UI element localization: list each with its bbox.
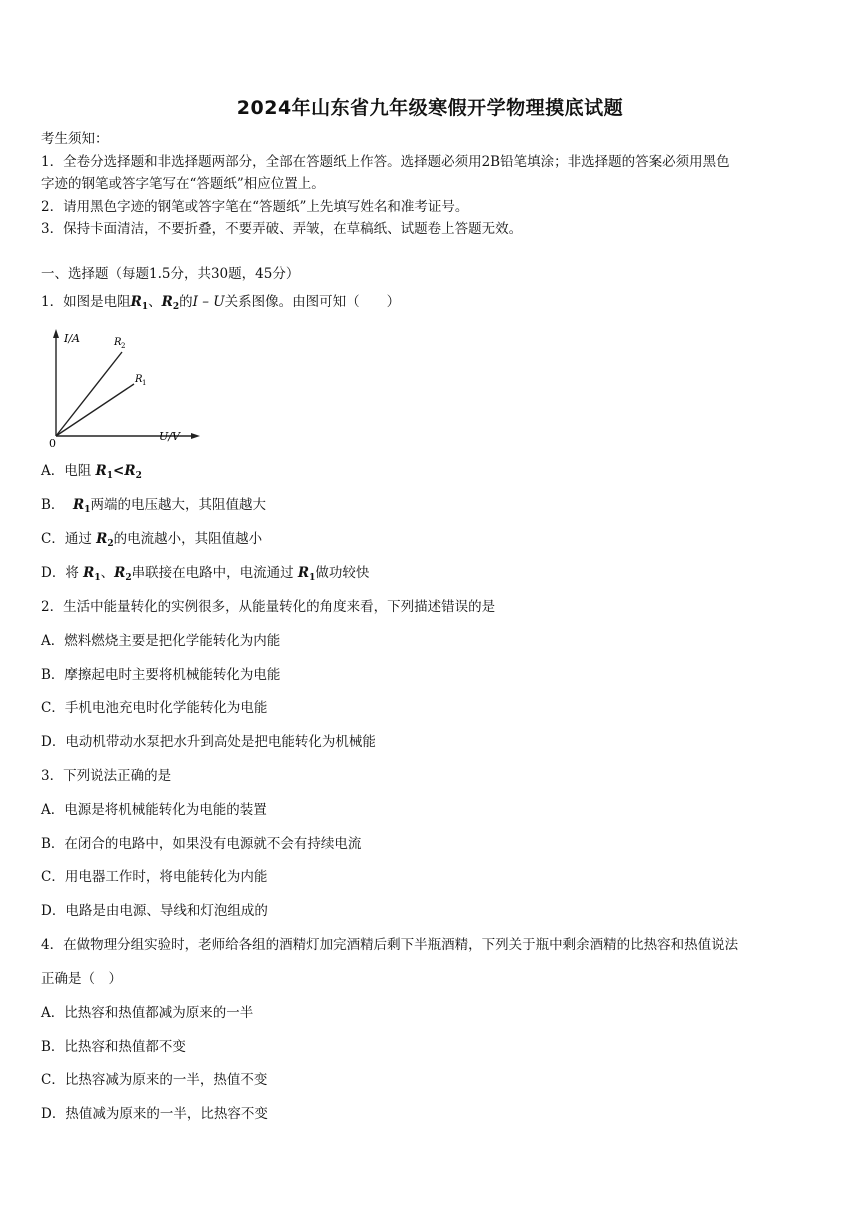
r2-subscript: 2 <box>172 302 180 312</box>
q2-option-c[interactable]: C．手机电池充电时化学能转化为电能 <box>41 700 268 716</box>
q3-option-b[interactable]: B．在闭合的电路中，如果没有电源就不会有持续电流 <box>41 836 362 852</box>
q1-option-d[interactable] <box>41 564 369 587</box>
notice-item-2: 2．请用黑色字迹的钢笔或答字笔在“答题纸”上先填写姓名和准考证号。 <box>41 199 469 215</box>
option-d-r1-again-sub: 1 <box>309 573 316 583</box>
question-4-stem: 4．在做物理分组实验时，老师给各组的酒精灯加完酒精后剩下半瓶酒精，下列关于瓶中剩余酒精的比热容和热值说法 <box>41 937 739 953</box>
question-4-stem-cont: 正确是（ ） <box>41 971 122 987</box>
less-than-symbol: < <box>113 463 125 479</box>
origin-label: 0 <box>49 437 56 448</box>
question-2-stem: 2．生活中能量转化的实例很多，从能量转化的角度来看，下列描述错误的是 <box>41 599 496 615</box>
r1-subscript: 1 <box>141 302 149 312</box>
iu-graph <box>44 326 204 448</box>
y-axis-label: I/A <box>64 332 80 345</box>
notice-item-1: 1．全卷分选择题和非选择题两部分，全部在答题纸上作答。选择题必须用2B铅笔填涂；非选择题的答案必须用黑色 <box>41 154 730 170</box>
r2-line <box>56 352 122 436</box>
option-c-text: 的电流越小，其阻值越小 <box>113 531 263 547</box>
r1-line-label-sub: 1 <box>142 379 147 387</box>
option-b-text: 两端的电压越大，其阻值越大 <box>90 497 267 513</box>
q4-option-d[interactable]: D．热值减为原来的一半，比热容不变 <box>41 1106 268 1122</box>
x-axis-label: U/V <box>159 430 180 443</box>
q1-option-b[interactable] <box>41 496 266 519</box>
r2-line-label-sub: 2 <box>121 342 126 350</box>
option-a-prefix: A．电阻 <box>41 463 96 479</box>
option-d-r1-sub: 1 <box>94 573 101 583</box>
q4-option-c[interactable]: C．比热容减为原来的一半，热值不变 <box>41 1072 268 1088</box>
r2-line-label: R <box>114 337 122 348</box>
option-b-r1-sub: 1 <box>84 505 91 515</box>
r1-line <box>56 384 134 436</box>
y-axis-arrow-icon <box>53 329 59 338</box>
r2-symbol: R <box>161 294 173 310</box>
iu-relation: I – U <box>192 294 225 310</box>
q4-option-a[interactable]: A．比热容和热值都减为原来的一半 <box>41 1005 254 1021</box>
option-c-prefix: C．通过 <box>41 531 97 547</box>
notice-item-1-cont: 字迹的钢笔或答字笔写在“答题纸”相应位置上。 <box>41 176 325 192</box>
option-d-r2: R <box>114 565 126 581</box>
exam-title: 2024年山东省九年级寒假开学物理摸底试题 <box>236 97 624 119</box>
section-heading: 一、选择题（每题1.5分，共30题，45分） <box>41 266 300 282</box>
option-b-prefix: B． <box>41 497 74 513</box>
q2-option-a[interactable]: A．燃料燃烧主要是把化学能转化为内能 <box>41 633 281 649</box>
option-a-r1: R <box>95 463 107 479</box>
option-a-r2-sub: 2 <box>135 471 142 481</box>
option-d-prefix: D．将 <box>41 565 84 581</box>
notice-heading: 考生须知： <box>41 131 109 147</box>
option-d-sep: 、 <box>100 565 115 581</box>
option-a-r1-sub: 1 <box>106 471 114 481</box>
q1-option-a[interactable] <box>41 462 142 485</box>
q3-option-a[interactable]: A．电源是将机械能转化为电能的装置 <box>41 802 267 818</box>
q1-prefix: 1．如图是电阻 <box>41 294 131 310</box>
notice-item-3: 3．保持卡面清洁，不要折叠，不要弄破、弄皱，在草稿纸、试题卷上答题无效。 <box>41 221 523 237</box>
option-a-r2: R <box>124 463 136 479</box>
option-d-end: 做功较快 <box>315 565 370 581</box>
question-1-stem <box>41 293 400 316</box>
option-d-r2-sub: 2 <box>125 573 132 583</box>
q1-option-c[interactable] <box>41 530 262 553</box>
option-d-r1-again: R <box>297 565 310 581</box>
option-c-r2: R <box>96 531 108 547</box>
r1-line-label: R <box>135 374 143 385</box>
question-3-stem: 3．下列说法正确的是 <box>41 768 172 784</box>
q3-option-d[interactable]: D．电路是由电源、导线和灯泡组成的 <box>41 903 268 919</box>
q1-suffix: 关系图像。由图可知（ ） <box>224 294 401 310</box>
q2-option-d[interactable]: D．电动机带动水泵把水升到高处是把电能转化为机械能 <box>41 734 376 750</box>
q3-option-c[interactable]: C．用电器工作时，将电能转化为内能 <box>41 869 268 885</box>
r1-symbol: R <box>130 294 142 310</box>
option-d-r1: R <box>83 565 95 581</box>
option-b-r1: R <box>73 497 85 513</box>
q1-separator: 、 <box>148 294 162 310</box>
option-c-r2-sub: 2 <box>107 539 114 549</box>
q4-option-b[interactable]: B．比热容和热值都不变 <box>41 1039 186 1055</box>
option-d-mid: 串联接在电路中，电流通过 <box>131 565 298 581</box>
x-axis-arrow-icon <box>191 433 200 439</box>
q1-mid: 的 <box>179 294 193 310</box>
q2-option-b[interactable]: B．摩擦起电时主要将机械能转化为电能 <box>41 667 281 683</box>
